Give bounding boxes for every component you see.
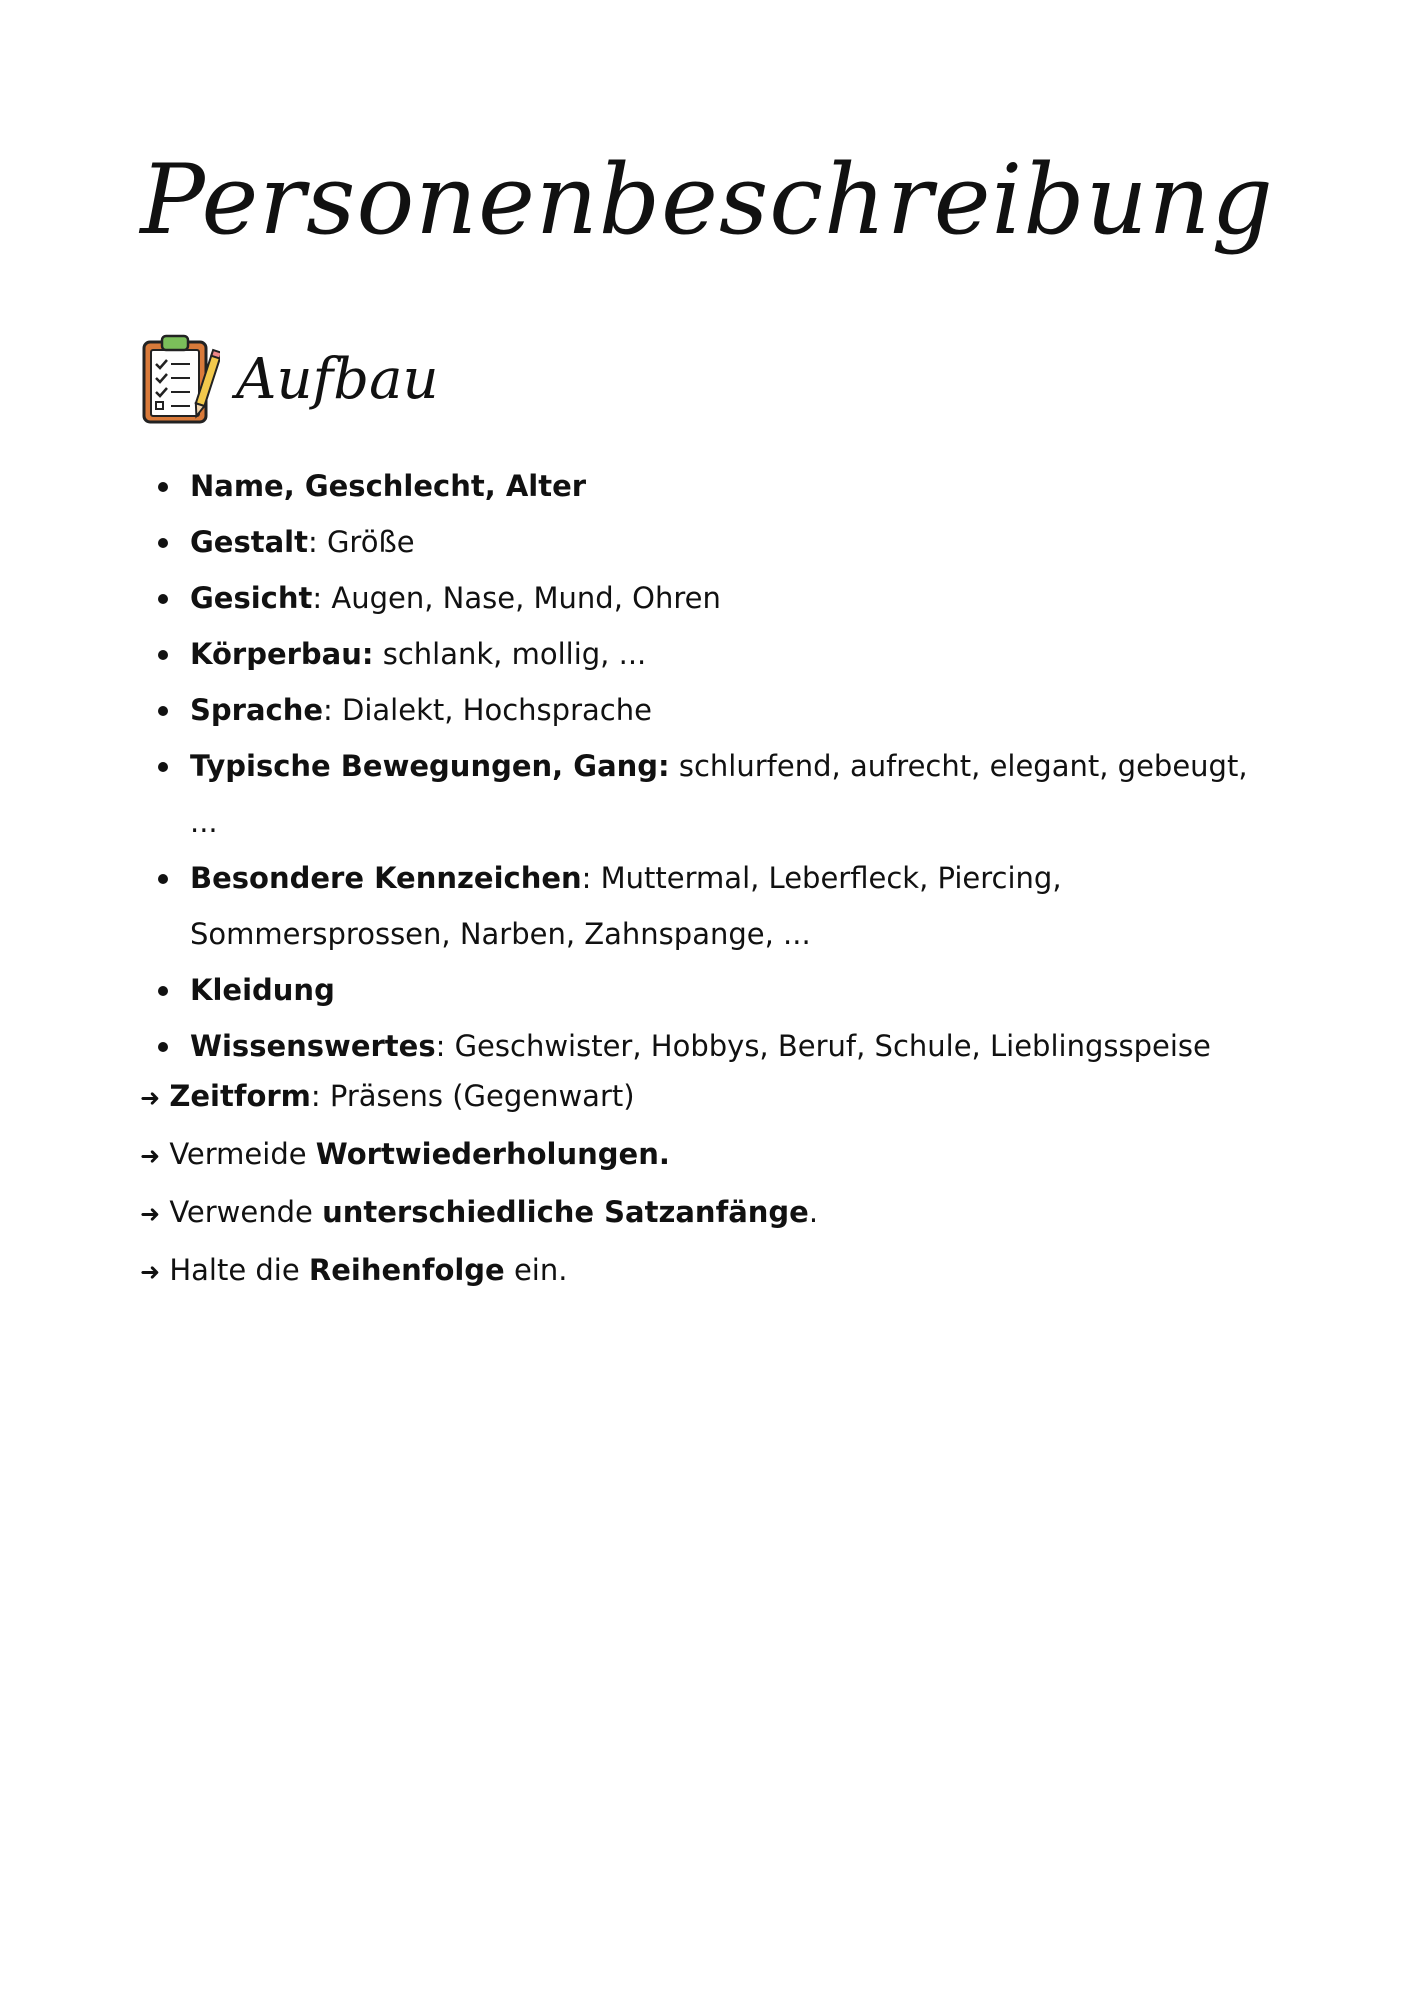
hint-emphasis: Reihenfolge <box>308 1253 505 1287</box>
item-label: Gesicht <box>190 581 313 615</box>
list-item <box>158 570 1278 626</box>
arrow-icon: ➜ <box>140 1200 161 1228</box>
item-text: : Dialekt, Hochsprache <box>323 693 652 727</box>
item-label: Typische Bewegungen, Gang: <box>190 749 670 783</box>
hint-text-before: Vermeide <box>169 1137 316 1171</box>
hint-emphasis: Zeitform <box>169 1079 311 1113</box>
list-item <box>158 682 1278 738</box>
list-item <box>158 1018 1278 1074</box>
item-text: schlurfend, aufrecht, elegant, gebeugt, ... <box>190 749 1248 839</box>
hint-line <box>140 1184 1290 1242</box>
section-title: Aufbau <box>236 347 439 412</box>
hint-emphasis: Wortwiederholungen. <box>315 1137 670 1171</box>
item-text: : Augen, Nase, Mund, Ohren <box>312 581 721 615</box>
list-item <box>158 738 1278 850</box>
list-item <box>158 458 1278 514</box>
hint-emphasis: unterschiedliche Satzanfänge <box>322 1195 809 1229</box>
hint-text-before: Verwende <box>169 1195 323 1229</box>
item-label: Wissenswertes <box>190 1029 436 1063</box>
structure-list <box>158 458 1278 1074</box>
arrow-icon: ➜ <box>140 1084 161 1112</box>
list-item <box>158 626 1278 682</box>
item-text: : Größe <box>307 525 415 559</box>
list-item <box>158 850 1278 962</box>
list-item <box>158 962 1278 1018</box>
item-label: Name, Geschlecht, Alter <box>190 469 587 503</box>
hint-text-after: . <box>808 1195 819 1229</box>
hint-text-before: Halte die <box>169 1253 309 1287</box>
item-label: Kleidung <box>190 973 335 1007</box>
hint-text-after: : Präsens (Gegenwart) <box>310 1079 635 1113</box>
list-item <box>158 514 1278 570</box>
page-title: Personenbeschreibung <box>140 144 1274 256</box>
item-text: : Muttermal, Leberfleck, Piercing, Sommersprossen, Narben, Zahnspange, ... <box>190 861 1062 951</box>
item-text: : Geschwister, Hobbys, Beruf, Schule, Lieblingsspeise <box>435 1029 1211 1063</box>
clipboard-checklist-icon <box>140 332 220 428</box>
item-label: Besondere Kennzeichen <box>190 861 582 895</box>
hint-line <box>140 1242 1290 1300</box>
item-text: schlank, mollig, ... <box>373 637 647 671</box>
hint-text-after: ein. <box>504 1253 568 1287</box>
hint-line <box>140 1068 1290 1126</box>
arrow-icon: ➜ <box>140 1142 161 1170</box>
arrow-icon: ➜ <box>140 1258 161 1286</box>
item-label: Gestalt <box>190 525 308 559</box>
item-label: Sprache <box>190 693 324 727</box>
hint-line <box>140 1126 1290 1184</box>
writing-hints <box>140 1068 1290 1300</box>
section-heading <box>140 330 439 430</box>
item-label: Körperbau: <box>190 637 374 671</box>
